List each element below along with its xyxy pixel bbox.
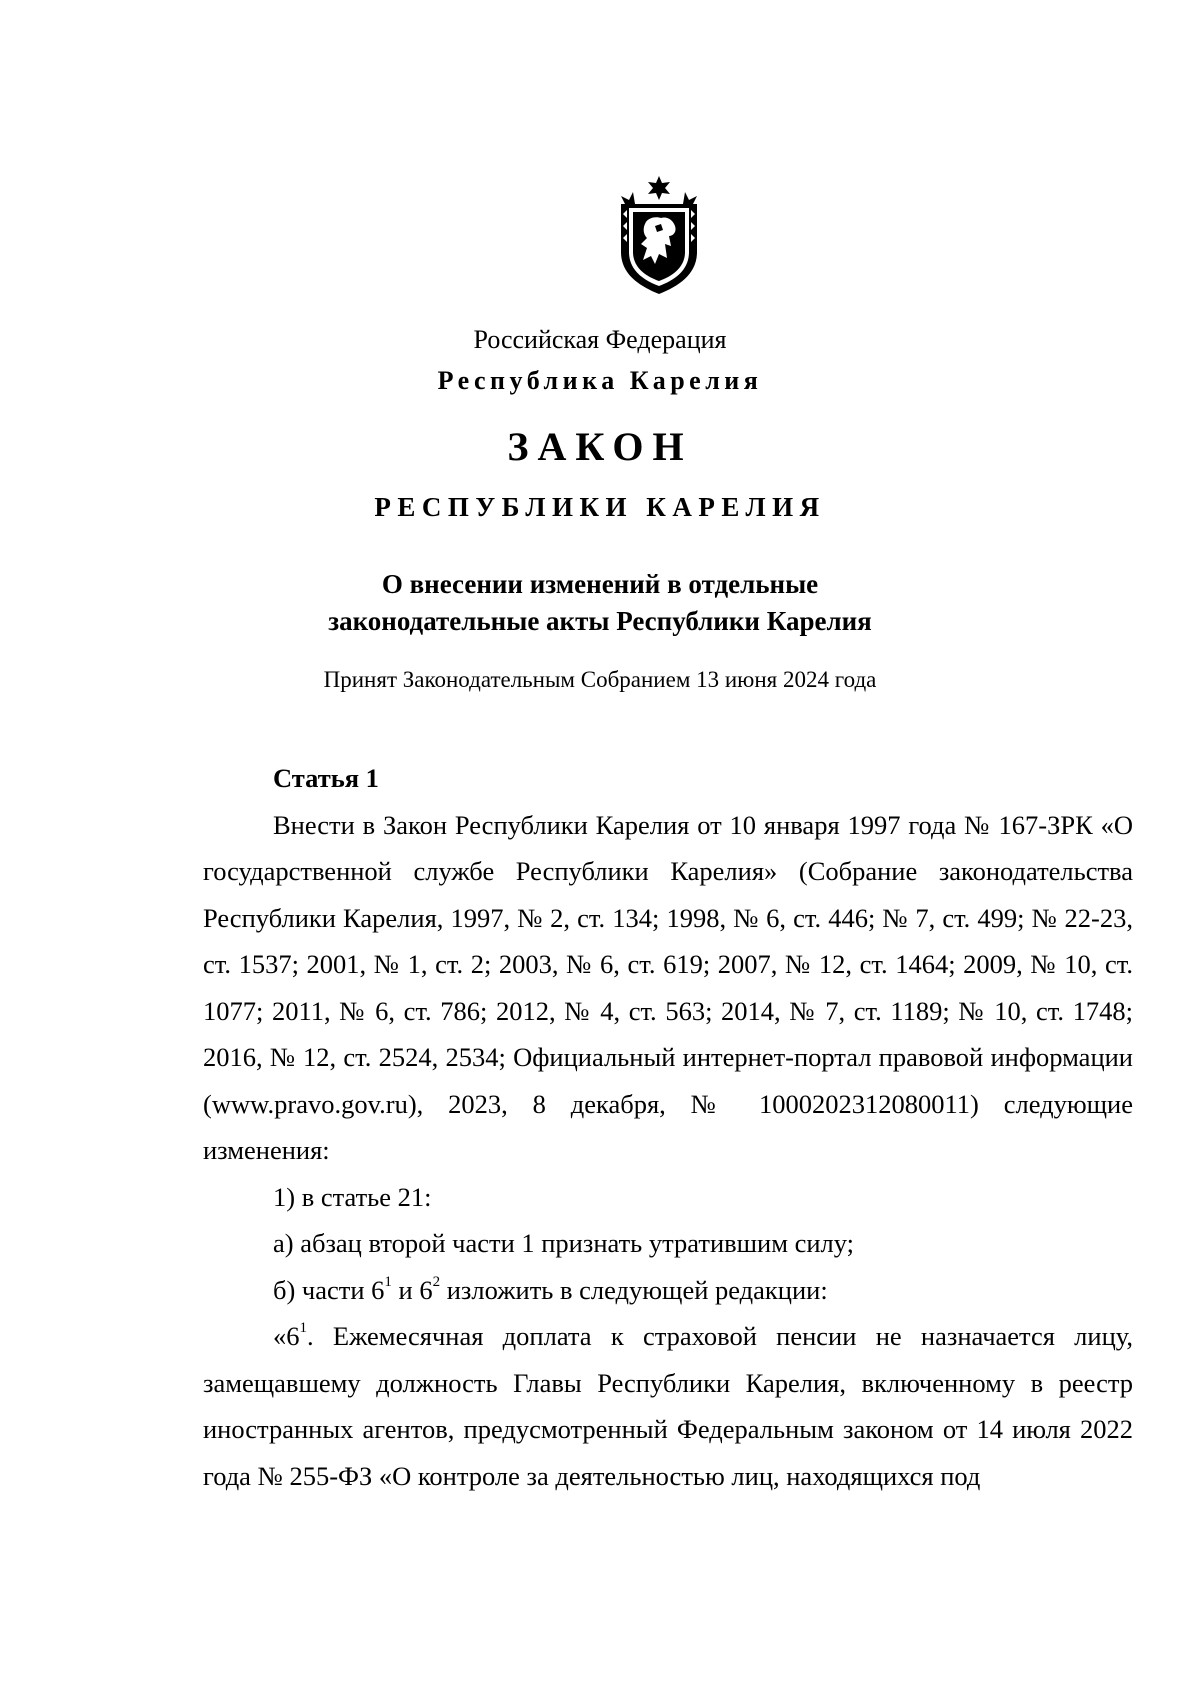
item-b [203, 1267, 1133, 1314]
law-name [0, 566, 1200, 640]
article-body [203, 755, 1133, 1499]
country-name: Российская Федерация [473, 325, 727, 354]
emblem-tree-left [621, 192, 635, 204]
item-1: 1) в статье 21: [273, 1181, 432, 1212]
law-name-line-2: законодательные акты Республики Карелия [328, 606, 872, 636]
emblem-star [648, 176, 670, 200]
quoted-paragraph [203, 1313, 1133, 1499]
quote-superscript: 1 [299, 1320, 307, 1337]
item-b-text-3: изложить в следующей редакции: [440, 1274, 828, 1305]
item-a: а) абзац второй части 1 признать утратившим силу; [273, 1228, 855, 1258]
law-title: ЗАКОН [507, 424, 693, 469]
quote-text: . Ежемесячная доплата к страховой пенсии не назначается лицу, замещавшему должность Главы Республики Карелия, включенному в реестр иностранных агентов, предусмотренный Федеральным законом от 14 июля 2022 года № 255-ФЗ «О контроле за деятельностью лиц, находящихся под [203, 1321, 1133, 1491]
quote-prefix: «6 [273, 1321, 300, 1351]
law-subtitle: РЕСПУБЛИКИ КАРЕЛИЯ [374, 492, 826, 522]
adoption-note: Принят Законодательным Собранием 13 июня 2024 года [323, 667, 877, 692]
item-b-text-2: и 6 [391, 1274, 433, 1305]
item-b-text-1: б) части 6 [273, 1274, 385, 1305]
emblem-tree-right [683, 192, 697, 204]
law-name-line-1: О внесении изменений в отдельные [381, 569, 819, 599]
article-heading: Статья 1 [273, 763, 379, 793]
item-b-superscript-2: 2 [432, 1273, 441, 1290]
article-intro-paragraph: Внести в Закон Республики Карелия от 10 января 1997 года № 167-ЗРК «О государственной службе Республики Карелия» (Собрание законодательства Республики Карелия, 1997, № 2, ст. 134; 1998, № 6, ст. 446; № 7, ст. 499; № 22-23, ст. 1537; 2001, № 1, ст. 2; 2003, № 6, ст. 619; 2007, № 12, ст. 1464; 2009, № 10, ст. 1077; 2011, № 6, ст. 786; 2012, № 4, ст. 563; 2014, № 7, ст. 1189; № 10, ст. 1748; 2016, № 12, ст. 2524, 2534; Официальный интернет-портал правовой информации (www.pravo.gov.ru), 2023, 8 декабря, № 1000202312080011) следующие изменения: [203, 809, 1133, 1165]
karelia-coat-of-arms-icon [615, 174, 703, 296]
item-b-superscript-1: 1 [384, 1273, 392, 1290]
republic-name: Республика Карелия [437, 366, 763, 395]
